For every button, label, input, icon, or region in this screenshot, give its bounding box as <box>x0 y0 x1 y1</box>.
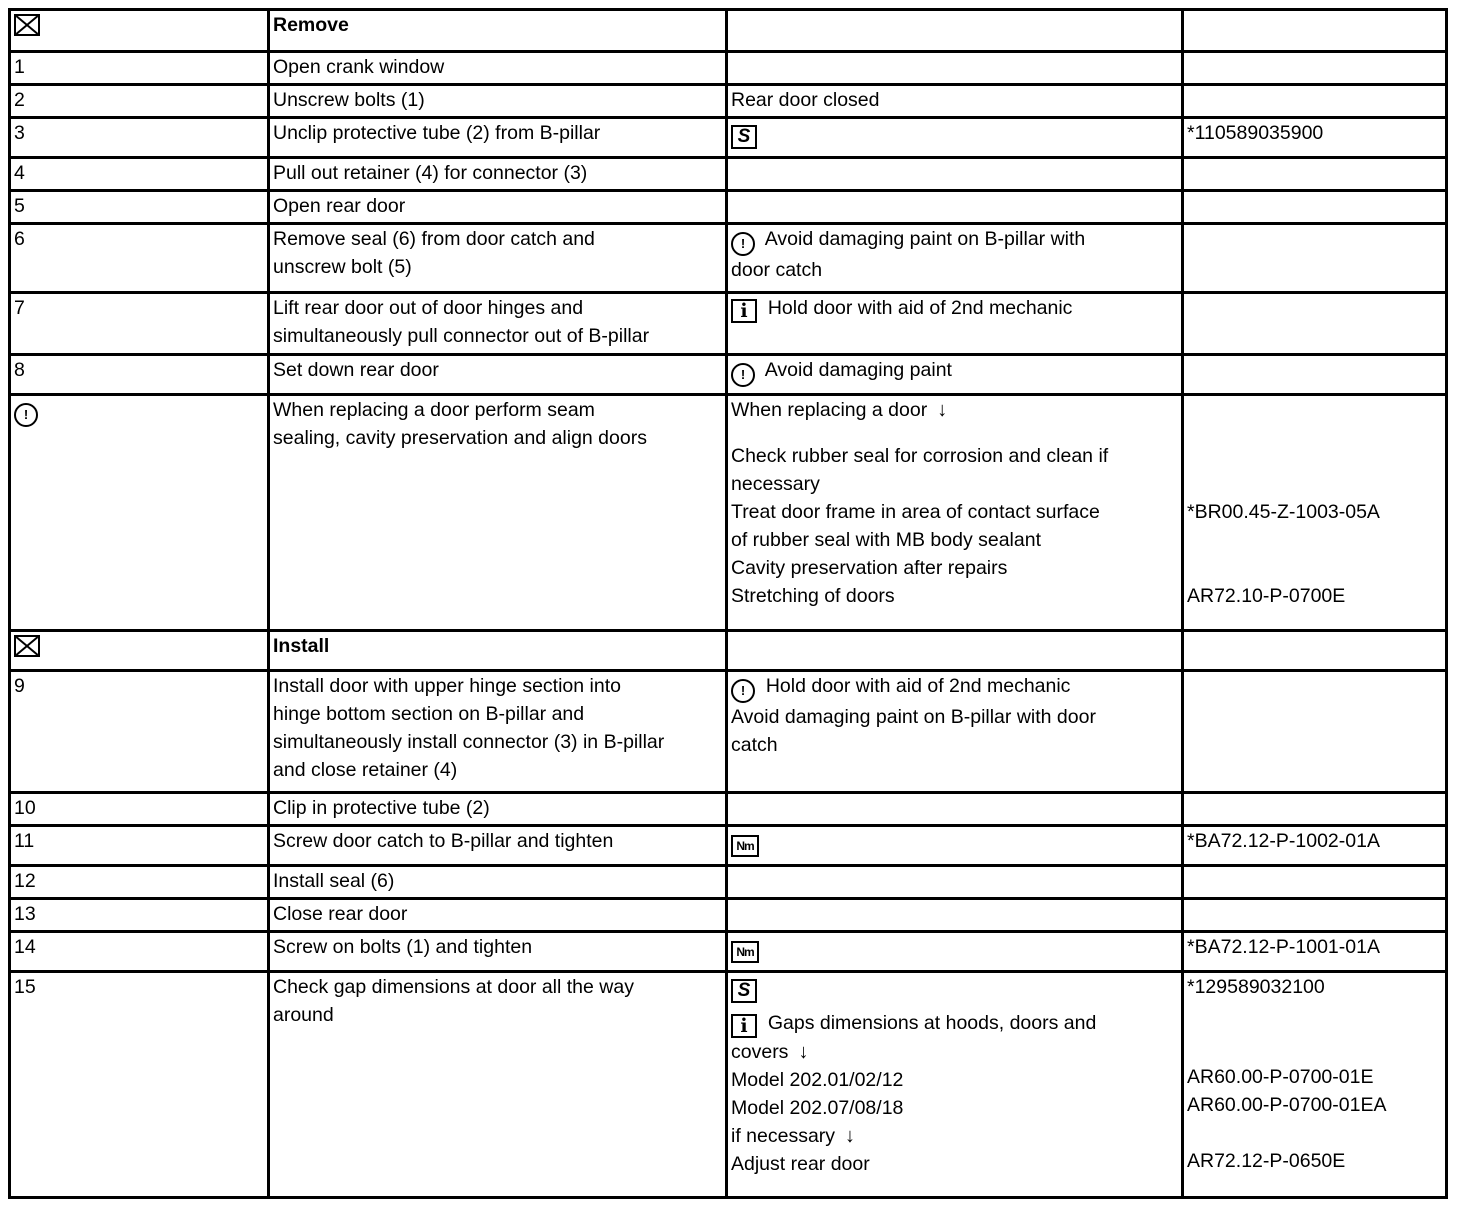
step-text: When replacing a door perform seam sealing, cavity preservation and align doors <box>269 395 727 631</box>
table-row <box>10 293 1447 355</box>
step-number: 12 <box>10 866 269 899</box>
reference-link[interactable]: *110589035900 <box>1183 118 1447 158</box>
info-icon: i <box>731 299 757 323</box>
step-note: S i Gaps dimensions at hoods, doors and covers ↓ Model 202.01/02/12 Model 202.07/08/18 if necessary ↓ Adjust rear door <box>727 972 1183 1198</box>
step-number: 10 <box>10 793 269 826</box>
section-title-install: Install <box>269 631 727 671</box>
step-number: 9 <box>10 671 269 793</box>
step-text: Set down rear door <box>269 355 727 395</box>
warning-icon: ! <box>14 403 38 427</box>
table-row <box>10 972 1447 1198</box>
step-text: Unclip protective tube (2) from B-pillar <box>269 118 727 158</box>
step-sequence-icon <box>14 635 40 657</box>
step-number: 13 <box>10 899 269 932</box>
reference-link[interactable]: *129589032100 <box>1187 976 1325 998</box>
table-row <box>10 395 1447 631</box>
table-row <box>10 52 1447 85</box>
step-note: i Hold door with aid of 2nd mechanic <box>727 293 1183 355</box>
step-note: When replacing a door ↓ Check rubber seal for corrosion and clean if necessary Treat door frame in area of contact surface of rubber seal with MB body sealant Cavity preservation after repairs Stretching of doors <box>727 395 1183 631</box>
section-title-remove: Remove <box>269 10 727 52</box>
arrow-down-icon: ↓ <box>798 1041 809 1063</box>
step-number: 15 <box>10 972 269 1198</box>
reference-link[interactable]: AR60.00-P-0700-01EA <box>1187 1094 1387 1116</box>
step-text: Check gap dimensions at door all the way around <box>269 972 727 1198</box>
table-row <box>10 191 1447 224</box>
step-number: 7 <box>10 293 269 355</box>
reference-link[interactable]: *BR00.45-Z-1003-05A <box>1187 501 1380 523</box>
reference-cell <box>1183 972 1447 1198</box>
step-number: 11 <box>10 826 269 866</box>
table-row <box>10 932 1447 972</box>
table-row <box>10 224 1447 293</box>
table-row <box>10 158 1447 191</box>
step-text: Pull out retainer (4) for connector (3) <box>269 158 727 191</box>
warning-icon: ! <box>731 679 755 703</box>
torque-nm-icon: Nm <box>731 835 759 857</box>
table-row <box>10 826 1447 866</box>
step-note: ! Avoid damaging paint on B-pillar with door catch <box>727 224 1183 293</box>
step-text: Open rear door <box>269 191 727 224</box>
step-number: 1 <box>10 52 269 85</box>
step-text: Install door with upper hinge section into hinge bottom section on B-pillar and simultaneously install connector (3) in B-pillar and close retainer (4) <box>269 671 727 793</box>
install-header-row <box>10 631 1447 671</box>
step-text: Close rear door <box>269 899 727 932</box>
table-row <box>10 899 1447 932</box>
info-icon: i <box>731 1014 757 1038</box>
table-row <box>10 793 1447 826</box>
step-text: Open crank window <box>269 52 727 85</box>
reference-link[interactable]: *BA72.12-P-1002-01A <box>1183 826 1447 866</box>
step-text: Lift rear door out of door hinges and simultaneously pull connector out of B-pillar <box>269 293 727 355</box>
warning-icon: ! <box>731 363 755 387</box>
torque-nm-icon: Nm <box>731 941 759 963</box>
step-note: Rear door closed <box>727 85 1183 118</box>
step-number: 2 <box>10 85 269 118</box>
step-number: 14 <box>10 932 269 972</box>
arrow-down-icon: ↓ <box>937 399 948 421</box>
step-number: 3 <box>10 118 269 158</box>
step-text: Clip in protective tube (2) <box>269 793 727 826</box>
reference-link[interactable]: *BA72.12-P-1001-01A <box>1183 932 1447 972</box>
special-tool-icon: S <box>731 125 757 149</box>
step-number: 4 <box>10 158 269 191</box>
step-number: 6 <box>10 224 269 293</box>
table-row <box>10 85 1447 118</box>
step-text: Remove seal (6) from door catch and unscrew bolt (5) <box>269 224 727 293</box>
table-row <box>10 355 1447 395</box>
table-row <box>10 118 1447 158</box>
arrow-down-icon: ↓ <box>845 1125 856 1147</box>
step-number: 8 <box>10 355 269 395</box>
reference-link[interactable]: AR72.12-P-0650E <box>1187 1150 1346 1172</box>
reference-link[interactable]: AR72.10-P-0700E <box>1187 585 1346 607</box>
special-tool-icon: S <box>731 979 757 1003</box>
table-row <box>10 866 1447 899</box>
reference-link[interactable]: AR60.00-P-0700-01E <box>1187 1066 1374 1088</box>
remove-header-row <box>10 10 1447 52</box>
step-note: ! Hold door with aid of 2nd mechanic Avoid damaging paint on B-pillar with door catch <box>727 671 1183 793</box>
step-note: ! Avoid damaging paint <box>727 355 1183 395</box>
procedure-table <box>8 8 1448 1199</box>
step-number: 5 <box>10 191 269 224</box>
table-row <box>10 671 1447 793</box>
reference-cell <box>1183 395 1447 631</box>
step-text: Screw door catch to B-pillar and tighten <box>269 826 727 866</box>
step-text: Screw on bolts (1) and tighten <box>269 932 727 972</box>
step-text: Unscrew bolts (1) <box>269 85 727 118</box>
warning-icon: ! <box>731 232 755 256</box>
step-sequence-icon <box>14 14 40 36</box>
step-text: Install seal (6) <box>269 866 727 899</box>
